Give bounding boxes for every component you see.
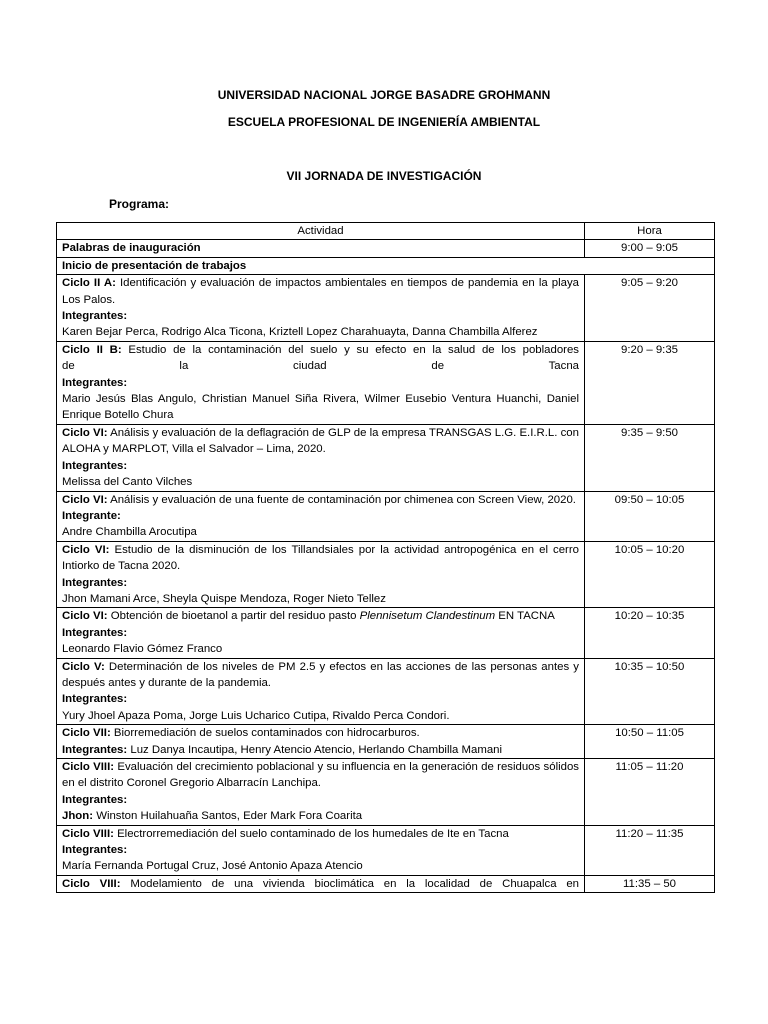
members-label: Integrantes:	[62, 626, 128, 639]
cycle-label: Ciclo VI:	[62, 543, 110, 556]
activity-title-line: de la ciudad de Tacna	[62, 360, 579, 373]
members-label: Integrantes:	[62, 793, 128, 806]
table-row	[57, 658, 715, 725]
cycle-label: Ciclo V:	[62, 660, 105, 673]
time-cell: 11:05 – 11:20	[585, 759, 715, 826]
time-cell: 09:50 – 10:05	[585, 491, 715, 541]
members-label: Integrante:	[62, 509, 121, 522]
activity-title: Modelamiento de una vivienda bioclimática en la localidad de Chuapalca en	[130, 877, 579, 890]
cycle-label: Ciclo VI:	[62, 493, 108, 506]
activity-cell: Inicio de presentación de trabajos	[57, 257, 715, 274]
time-cell: 10:35 – 10:50	[585, 658, 715, 725]
activity-title: Estudio de la disminución de los Tillandsiales por la actividad antropogénica en el cerro Intiorko de Tacna 2020.	[62, 543, 579, 573]
activity-title: Determinación de los niveles de PM 2.5 y efectos en las acciones de las personas antes y después antes y durante de la pandemia.	[62, 660, 579, 689]
cycle-label: Ciclo VIII:	[62, 877, 121, 890]
activity-cell	[57, 608, 585, 658]
activity-title: Análisis y evaluación de una fuente de contaminación por chimenea con Screen View, 2020.	[110, 493, 576, 506]
members-label: Integrantes:	[62, 459, 128, 472]
cycle-label: Ciclo VIII:	[62, 827, 114, 840]
time-cell: 11:20 – 11:35	[585, 825, 715, 875]
activity-title-end: EN TACNA	[498, 610, 555, 623]
members-lead: Jhon:	[62, 810, 94, 823]
members-text: Melissa del Canto Vilches	[62, 476, 193, 489]
activity-title: Biorremediación de suelos contaminados con hidrocarburos.	[113, 727, 420, 740]
table-header-row	[57, 223, 715, 240]
table-row	[57, 725, 715, 759]
activity-cell	[57, 275, 585, 342]
table-row	[57, 275, 715, 342]
members-text: Jhon Mamani Arce, Sheyla Quispe Mendoza, Roger Nieto Tellez	[62, 592, 386, 605]
time-cell: 11:35 – 50	[585, 875, 715, 892]
members-text: Yury Jhoel Apaza Poma, Jorge Luis Ucharico Cutipa, Rivaldo Perca Condori.	[62, 709, 450, 722]
members-label: Integrantes:	[62, 693, 128, 706]
table-row	[57, 875, 715, 892]
activity-title: Electrorremediación del suelo contaminado de los humedales de Ite en Tacna	[117, 827, 509, 840]
time-cell: 10:20 – 10:35	[585, 608, 715, 658]
members-text: Mario Jesús Blas Angulo, Christian Manuel Siña Rivera, Wilmer Eusebio Ventura Huanchi, Daniel Enrique Botello Chura	[62, 393, 579, 422]
species-name: Plennisetum Clandestinum	[359, 610, 496, 623]
activity-cell	[57, 875, 585, 892]
members-label: Integrantes:	[62, 844, 128, 857]
activity-cell	[57, 658, 585, 725]
university-title: UNIVERSIDAD NACIONAL JORGE BASADRE GROHMANN	[217, 88, 551, 102]
cycle-label: Ciclo II A:	[62, 277, 116, 290]
table-row	[57, 541, 715, 608]
activity-cell	[57, 825, 585, 875]
column-header-time: Hora	[585, 223, 715, 240]
members-text: María Fernanda Portugal Cruz, José Antonio Apaza Atencio	[62, 860, 363, 873]
time-cell: 9:05 – 9:20	[585, 275, 715, 342]
time-cell: 9:00 – 9:05	[585, 240, 715, 257]
time-cell: 9:20 – 9:35	[585, 341, 715, 424]
column-header-activity: Actividad	[57, 223, 585, 240]
table-row	[57, 240, 715, 257]
activity-cell	[57, 725, 585, 759]
activity-title: Estudio de la contaminación del suelo y su efecto en la salud de los pobladores	[128, 343, 579, 356]
school-title: ESCUELA PROFESIONAL DE INGENIERÍA AMBIENTAL	[227, 115, 541, 129]
cycle-label: Ciclo VIII:	[62, 761, 115, 773]
time-cell: 10:05 – 10:20	[585, 541, 715, 608]
activity-title-line	[62, 342, 579, 358]
time-cell: 9:35 – 9:50	[585, 424, 715, 491]
activity-title: Identificación y evaluación de impactos ambientales en tiempos de pandemia en la playa Los Palos.	[62, 277, 579, 306]
table-row	[57, 608, 715, 658]
event-title: VII JORNADA DE INVESTIGACIÓN	[286, 169, 482, 183]
table-row	[57, 825, 715, 875]
members-text: Leonardo Flavio Gómez Franco	[62, 643, 223, 656]
program-table	[56, 222, 715, 893]
activity-cell	[57, 424, 585, 491]
program-label: Programa:	[109, 197, 170, 211]
members-label: Integrantes:	[62, 576, 128, 589]
members-text: Luz Danya Incautipa, Henry Atencio Atencio, Herlando Chambilla Mamani	[130, 743, 503, 756]
activity-title: Obtención de bioetanol a partir del residuo pasto	[110, 610, 357, 623]
members-label: Integrantes:	[62, 310, 128, 323]
activity-cell: Palabras de inauguración	[57, 240, 585, 257]
activity-title: Análisis y evaluación de la deflagración de GLP de la empresa TRANSGAS L.G. E.I.R.L. con ALOHA y MARPLOT, Villa el Salvador – Lima, 2020.	[62, 426, 579, 456]
cycle-label: Ciclo II B:	[62, 343, 122, 356]
table-row	[57, 341, 715, 424]
table-row	[57, 759, 715, 826]
table-row	[57, 257, 715, 274]
cycle-label: Ciclo VI:	[62, 610, 108, 623]
activity-cell	[57, 491, 585, 541]
activity-cell	[57, 541, 585, 608]
members-label: Integrantes:	[62, 743, 128, 756]
table-row	[57, 491, 715, 541]
members-text: Andre Chambilla Arocutipa	[62, 526, 197, 539]
members-label: Integrantes:	[62, 376, 128, 389]
cycle-label: Ciclo VII:	[62, 727, 111, 740]
activity-title: Evaluación del crecimiento poblacional y su influencia en la generación de residuos sólidos en el distrito Coronel Gregorio Albarracín Lanchipa.	[62, 761, 579, 790]
table-row	[57, 424, 715, 491]
cycle-label: Ciclo VI:	[62, 426, 108, 439]
members-text: Winston Huilahuaña Santos, Eder Mark Fora Coarita	[96, 810, 363, 823]
activity-title-line	[62, 876, 579, 892]
activity-cell	[57, 759, 585, 826]
members-text: Karen Bejar Perca, Rodrigo Alca Ticona, Kriztell Lopez Charahuayta, Danna Chambilla Alferez	[62, 326, 538, 339]
activity-cell	[57, 341, 585, 424]
time-cell: 10:50 – 11:05	[585, 725, 715, 759]
